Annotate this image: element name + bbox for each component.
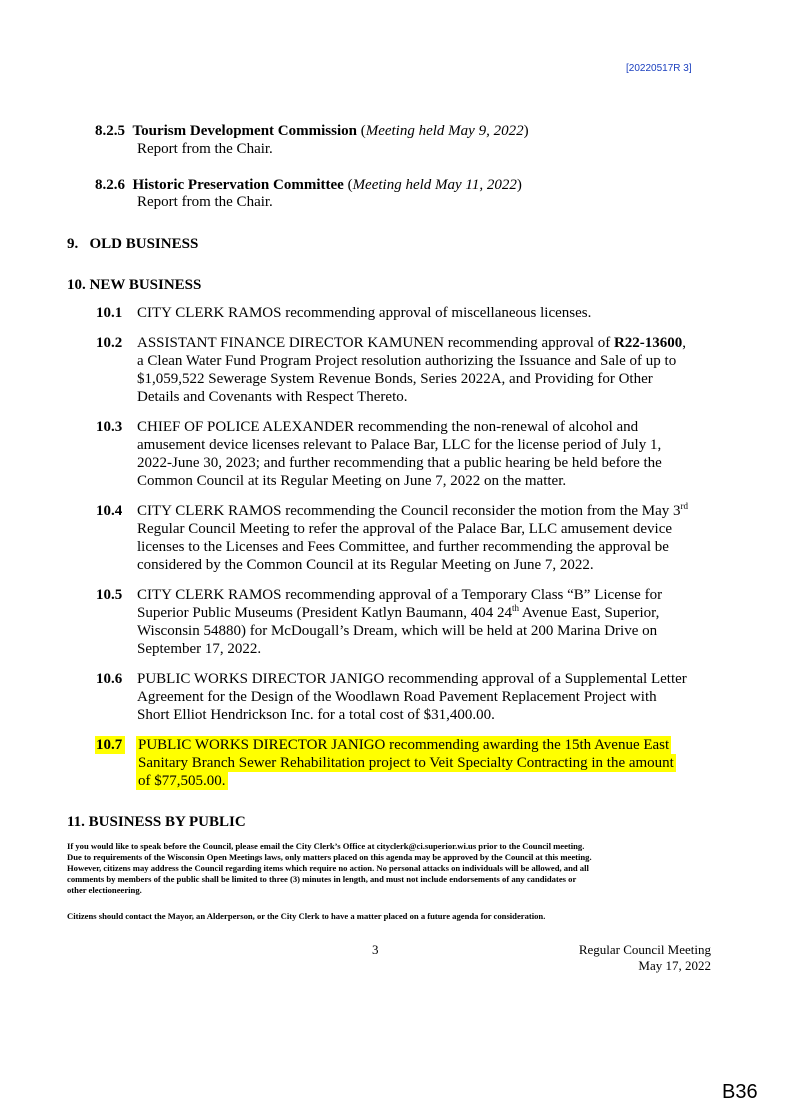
text-part: CITY CLERK RAMOS recommending the Council reconsider the motion from the May 3 bbox=[137, 503, 681, 519]
item-number-highlighted: 10.7 bbox=[95, 736, 125, 754]
item-number: 10.1 bbox=[96, 305, 123, 321]
resolution-number: R22-13600 bbox=[613, 335, 683, 351]
item-text-highlighted: PUBLIC WORKS DIRECTOR JANIGO recommending awarding the 15th Avenue East bbox=[138, 737, 670, 753]
item-text: Details and Covenants with Respect Thereto. bbox=[137, 389, 408, 405]
item-text-highlighted: of $77,505.00. bbox=[138, 773, 226, 789]
item-number: 10.6 bbox=[96, 671, 123, 687]
item-number: 10.3 bbox=[96, 419, 123, 435]
page-stamp: B36 bbox=[722, 1081, 758, 1103]
item-text: $1,059,522 Sewerage System Revenue Bonds, Series 2022A, and Providing for Other bbox=[137, 371, 653, 387]
ordinal-suffix: rd bbox=[680, 501, 689, 511]
text-part: Superior Public Museums (President Katlyn Baumann, 404 24 bbox=[137, 605, 512, 621]
item-text bbox=[137, 334, 686, 352]
item-report: Report from the Chair. bbox=[137, 194, 273, 210]
item-text bbox=[137, 604, 659, 622]
item-number: 10.5 bbox=[96, 587, 123, 603]
item-8-2-5 bbox=[95, 122, 529, 140]
item-text bbox=[137, 502, 688, 520]
text-part: ASSISTANT FINANCE DIRECTOR KAMUNEN recommending approval of bbox=[137, 335, 614, 351]
item-text: September 17, 2022. bbox=[137, 641, 262, 657]
notice-line: However, citizens may address the Council regarding items which require no action. No personal attacks on individuals will be allowed, and all bbox=[67, 863, 589, 873]
notice-line: If you would like to speak before the Council, please email the City Clerk’s Office at cityclerk@ci.superior.wi.us prior to the Council meeting. bbox=[67, 841, 585, 851]
notice-line: Citizens should contact the Mayor, an Alderperson, or the City Clerk to have a matter placed on a future agenda for consideration. bbox=[67, 911, 546, 921]
ordinal-suffix: th bbox=[511, 603, 519, 613]
meeting-date: Meeting held May 9, 2022 bbox=[365, 123, 524, 139]
item-text: Short Elliot Hendrickson Inc. for a total cost of $31,400.00. bbox=[137, 707, 495, 723]
footer-meeting: Regular Council Meeting bbox=[578, 942, 711, 957]
item-text: Regular Council Meeting to refer the approval of the Palace Bar, LLC amusement device bbox=[137, 521, 673, 537]
item-number: 8.2.6 bbox=[95, 177, 125, 193]
item-text: PUBLIC WORKS DIRECTOR JANIGO recommending approval of a Supplemental Letter bbox=[137, 671, 687, 687]
paren-open: ( bbox=[343, 177, 353, 193]
text-part: Avenue East, Superior, bbox=[518, 605, 660, 621]
notice-line: comments by members of the public shall be limited to three (3) minutes in length, and must not include endorsements of any candidates or bbox=[67, 874, 577, 884]
item-title: Tourism Development Commission bbox=[132, 123, 357, 139]
item-text: amusement device licenses relevant to Palace Bar, LLC for the license period of July 1, bbox=[137, 437, 662, 453]
paren-close: ) bbox=[523, 123, 529, 139]
item-text: a Clean Water Fund Program Project resolution authorizing the Issuance and Sale of up to bbox=[137, 353, 677, 369]
item-text: 2022-June 30, 2023; and further recommending that a public hearing be held before the bbox=[137, 455, 662, 471]
item-text: Agreement for the Design of the Woodlawn Road Pavement Replacement Project with bbox=[137, 689, 657, 705]
paren-open: ( bbox=[356, 123, 366, 139]
old-business-heading: 9. OLD BUSINESS bbox=[67, 236, 199, 252]
business-by-public-heading: 11. BUSINESS BY PUBLIC bbox=[67, 814, 246, 830]
document-id: [20220517R 3] bbox=[626, 63, 692, 74]
footer-date: May 17, 2022 bbox=[638, 958, 711, 973]
item-text: CITY CLERK RAMOS recommending approval of miscellaneous licenses. bbox=[137, 305, 592, 321]
item-text: Wisconsin 54880) for McDougall’s Dream, which will be held at 200 Marina Drive on bbox=[137, 623, 658, 639]
text-part: , bbox=[682, 335, 687, 351]
item-number: 10.4 bbox=[96, 503, 123, 519]
paren-close: ) bbox=[516, 177, 522, 193]
meeting-date: Meeting held May 11, 2022 bbox=[352, 177, 517, 193]
page-number: 3 bbox=[372, 942, 379, 957]
item-title: Historic Preservation Committee bbox=[132, 177, 344, 193]
item-number: 10.2 bbox=[96, 335, 123, 351]
item-text: CITY CLERK RAMOS recommending approval of a Temporary Class “B” License for bbox=[137, 587, 663, 603]
item-text: CHIEF OF POLICE ALEXANDER recommending the non-renewal of alcohol and bbox=[137, 419, 639, 435]
notice-line: other electioneering. bbox=[67, 885, 142, 895]
item-report: Report from the Chair. bbox=[137, 141, 273, 157]
item-text: licenses to the Licenses and Fees Committee, and further recommending the approval be bbox=[137, 539, 669, 555]
item-8-2-6 bbox=[95, 176, 522, 194]
notice-line: Due to requirements of the Wisconsin Open Meetings laws, only matters placed on this agenda may be approved by the Council at this meeting. bbox=[67, 852, 592, 862]
item-text: considered by the Common Council at its Regular Meeting on June 7, 2022. bbox=[137, 557, 594, 573]
item-text-highlighted: Sanitary Branch Sewer Rehabilitation project to Veit Specialty Contracting in the amount bbox=[138, 755, 674, 771]
item-text: Common Council at its Regular Meeting on June 7, 2022 on the matter. bbox=[137, 473, 567, 489]
new-business-heading: 10. NEW BUSINESS bbox=[67, 277, 202, 293]
item-number: 8.2.5 bbox=[95, 123, 125, 139]
